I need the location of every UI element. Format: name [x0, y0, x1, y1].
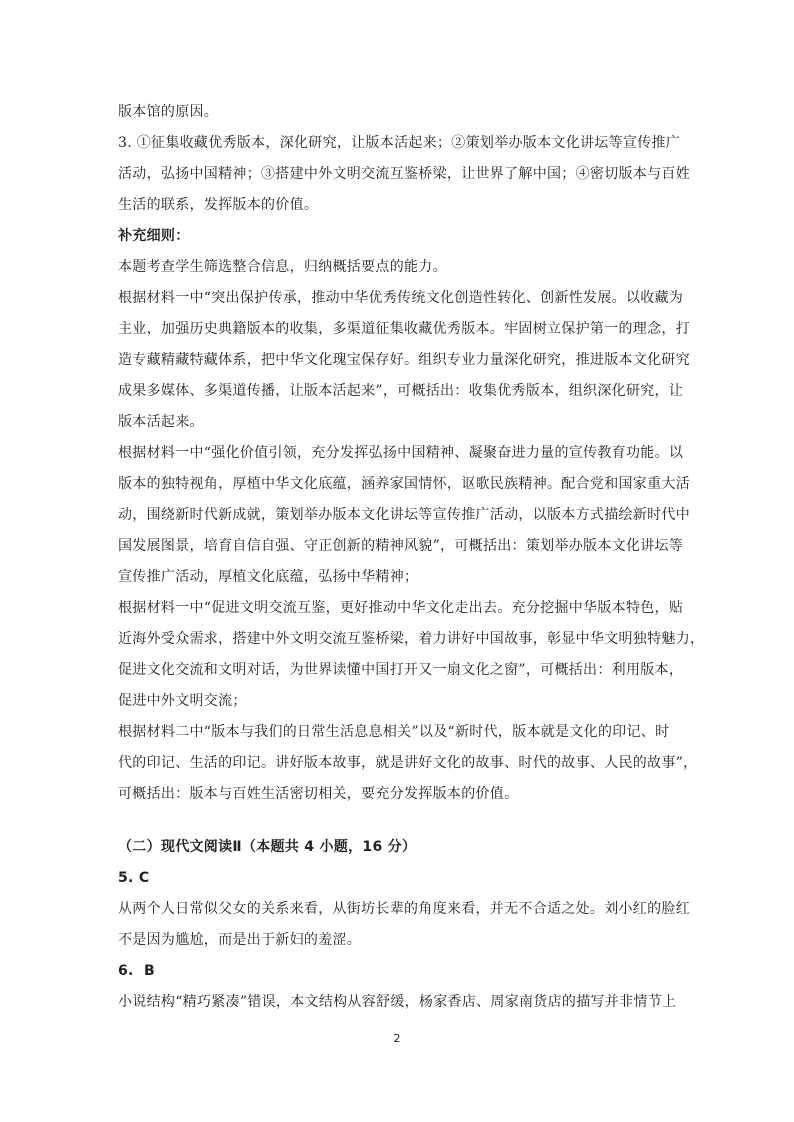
q6-text-line-1: 小说结构“精巧紧凑”错误，本文结构从容舒缓，杨家香店、周家南货店的描写并非情节上 [118, 994, 677, 1010]
q5-text-line-1: 从两个人日常似父女的关系来看，从街坊长辈的角度来看，并无不合适之处。刘小红的脸红 [118, 901, 690, 917]
para4-line-3: 可概括出：版本与百姓生活密切相关，要充分发挥版本的价值。 [118, 786, 519, 802]
q3-answer-line-2: 活动，弘扬中国精神；③搭建中外文明交流互鉴桥梁，让世界了解中国；④密切版本与百姓 [118, 166, 690, 182]
para3-line-3: 促进文化交流和文明对话，为世界读懂中国打开又一扇文化之窗”，可概括出：利用版本， [118, 662, 684, 678]
para1-line-1: 根据材料一中“突出保护传承，推动中华优秀传统文化创造性转化、创新性发展。以收藏为 [118, 290, 684, 306]
q6-label: 6. B [118, 963, 155, 979]
para1-line-5: 版本活起来。 [118, 414, 204, 430]
q5-text-line-2: 不是因为尴尬，而是出于新妇的羞涩。 [118, 932, 362, 948]
para1-line-3: 造专藏精藏特藏体系，把中华文化瑰宝保存好。组织专业力量深化研究，推进版本文化研究 [118, 352, 690, 368]
para1-line-4: 成果多媒体、多渠道传播，让版本活起来”，可概括出：收集优秀版本，组织深化研究，让 [118, 383, 684, 399]
supplement-heading: 补充细则： [118, 228, 190, 244]
para3-line-1: 根据材料一中“促进文明交流互鉴，更好推动中华文化走出去。充分挖掘中华版本特色，贴 [118, 600, 684, 616]
para3-line-2: 近海外受众需求，搭建中外文明交流互鉴桥梁，着力讲好中国故事，彰显中华文明独特魅力， [118, 631, 705, 647]
para3-line-4: 促进中外文明交流； [118, 693, 247, 709]
page-number: 2 [393, 1032, 401, 1045]
para4-line-2: 代的印记、生活的印记。讲好版本故事，就是讲好文化的故事、时代的故事、人民的故事”， [118, 755, 698, 771]
section-heading: （二）现代文阅读Ⅱ（本题共 4 小题，16 分） [118, 839, 417, 855]
para2-line-1: 根据材料一中“强化价值引领，充分发挥弘扬中国精神、凝聚奋进力量的宣传教育功能。以 [118, 445, 684, 461]
para2-line-4: 国发展图景，培育自信自强、守正创新的精神风貌”，可概括出：策划举办版本文化讲坛等 [118, 538, 684, 554]
q5-label: 5. C [118, 870, 150, 886]
intro-line: 本题考查学生筛选整合信息，归纳概括要点的能力。 [118, 259, 447, 275]
para1-line-2: 主业，加强历史典籍版本的收集，多渠道征集收藏优秀版本。牢固树立保护第一的理念，打 [118, 321, 690, 337]
para2-line-3: 动，围绕新时代新成就，策划举办版本文化讲坛等宣传推广活动，以版本方式描绘新时代中 [118, 507, 690, 523]
q3-answer-line-1: 3. ①征集收藏优秀版本，深化研究，让版本活起来；②策划举办版本文化讲坛等宣传推广 [118, 135, 681, 151]
para4-line-1: 根据材料二中“版本与我们的日常生活息息相关”以及“新时代，版本就是文化的印记、时 [118, 724, 670, 740]
para2-line-2: 版本的独特视角，厚植中华文化底蕴，涵养家国情怀，讴歌民族精神。配合党和国家重大活 [118, 476, 690, 492]
q3-tail-line: 版本馆的原因。 [118, 104, 219, 120]
para2-line-5: 宣传推广活动，厚植文化底蕴，弘扬中华精神； [118, 569, 419, 585]
q3-answer-line-3: 生活的联系，发挥版本的价值。 [118, 197, 319, 213]
